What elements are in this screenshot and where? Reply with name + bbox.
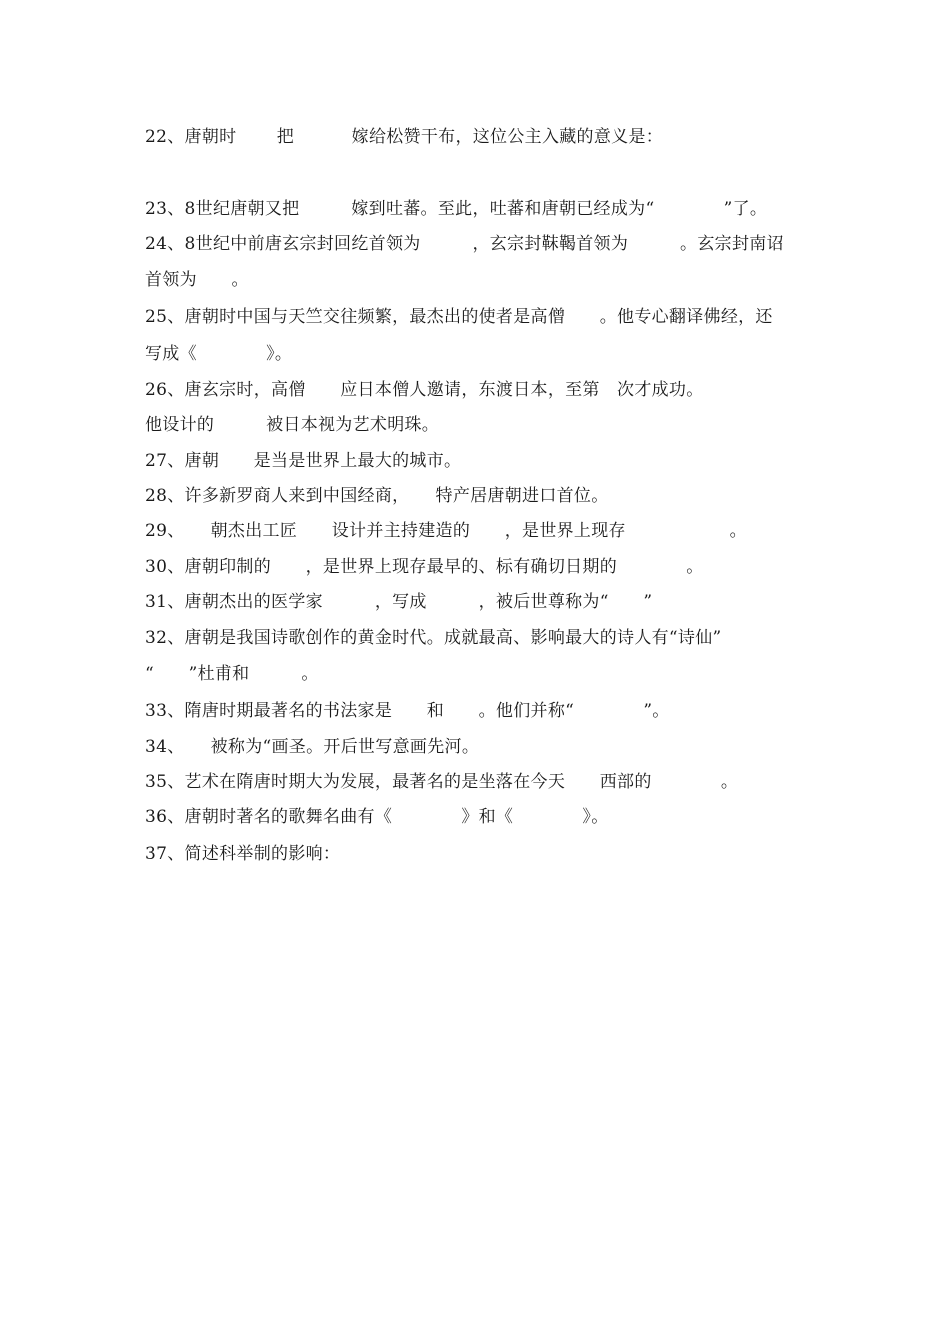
question-31: 31、唐朝杰出的医学家 ，写成 ，被后世尊称为“ ” [145, 592, 653, 612]
question-35: 35、艺术在隋唐时期大为发展，最著名的是坐落在今天 西部的 。 [145, 772, 739, 792]
question-26-continued: 他设计的 被日本视为艺术明珠。 [145, 415, 440, 435]
question-28: 28、许多新罗商人来到中国经商， 特产居唐朝进口首位。 [145, 486, 609, 506]
question-37: 37、简述科举制的影响： [145, 844, 341, 864]
question-32-continued: “ ”杜甫和 。 [145, 664, 319, 684]
question-25-continued: 写成《 》。 [145, 344, 293, 364]
question-24: 24、8世纪中前唐玄宗封回纥首领为 ，玄宗封靺鞨首领为 。玄宗封南诏 [145, 234, 784, 254]
question-33: 33、隋唐时期最著名的书法家是 和 。他们并称“ ”。 [145, 701, 670, 721]
question-36: 36、唐朝时著名的歌舞名曲有《 》和《 》。 [145, 807, 609, 827]
question-26: 26、唐玄宗时，高僧 应日本僧人邀请，东渡日本，至第 次才成功。 [145, 380, 704, 400]
question-34: 34、 被称为“画圣。开后世写意画先河。 [145, 737, 480, 757]
question-25: 25、唐朝时中国与天竺交往频繁，最杰出的使者是高僧 。他专心翻译佛经，还 [145, 307, 773, 327]
question-30: 30、唐朝印制的 ，是世界上现存最早的、标有确切日期的 。 [145, 557, 704, 577]
question-24-continued: 首领为 。 [145, 270, 249, 290]
question-32: 32、唐朝是我国诗歌创作的黄金时代。成就最高、影响最大的诗人有“诗仙” [145, 628, 722, 648]
question-22: 22、唐朝时 把 嫁给松赞干布，这位公主入藏的意义是： [145, 127, 664, 147]
question-23: 23、8世纪唐朝又把 嫁到吐蕃。至此，吐蕃和唐朝已经成为“ ”了。 [145, 199, 768, 219]
question-27: 27、唐朝 是当是世界上最大的城市。 [145, 451, 462, 471]
question-29: 29、 朝杰出工匠 设计并主持建造的 ，是世界上现存 。 [145, 521, 747, 541]
